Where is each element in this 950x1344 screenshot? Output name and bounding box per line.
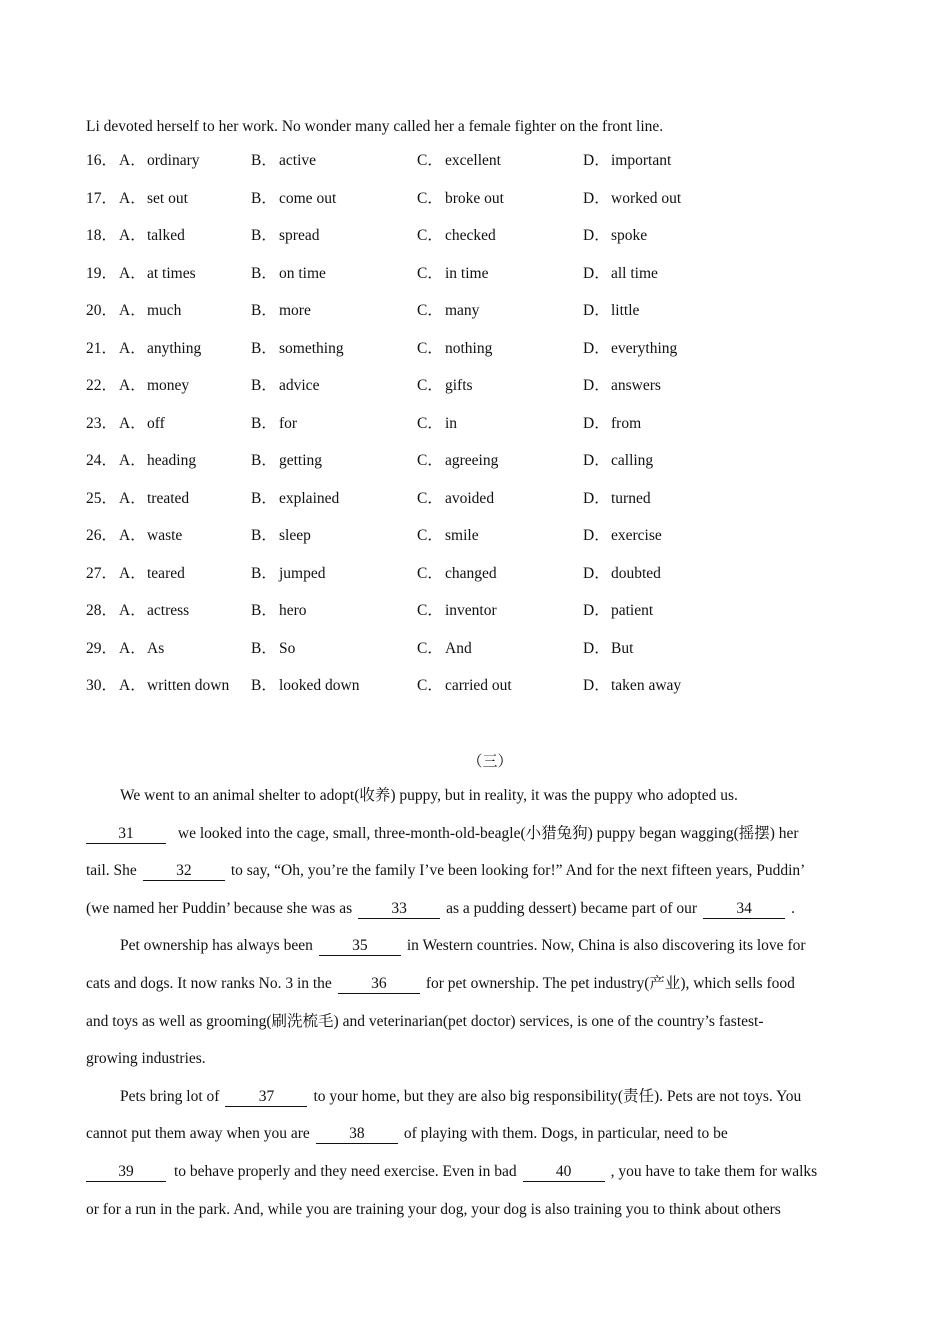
option-letter: C． <box>417 602 443 619</box>
option-letter: A． <box>119 639 146 657</box>
option-text: inventor <box>445 602 497 619</box>
option-letter: B． <box>251 489 277 507</box>
option-text: teared <box>147 564 185 582</box>
option-d[interactable] <box>583 338 677 360</box>
option-letter: C． <box>417 339 443 357</box>
question-row <box>86 300 886 338</box>
question-number: 20． <box>86 302 118 319</box>
question-row <box>86 225 886 263</box>
option-letter: C． <box>417 264 443 282</box>
option-a[interactable] <box>119 413 165 435</box>
passage-text: , you have to take them for walks <box>610 1162 818 1180</box>
option-text: doubted <box>611 564 661 582</box>
option-text: answers <box>611 377 661 394</box>
option-text: gifts <box>445 377 473 394</box>
option-b[interactable] <box>251 375 319 397</box>
passage-text: . <box>791 899 795 917</box>
passage-text: as a pudding dessert) became part of our <box>446 899 698 917</box>
option-text: nothing <box>445 339 493 357</box>
option-text: spread <box>279 227 320 244</box>
option-text: patient <box>611 602 654 619</box>
option-a[interactable] <box>119 263 196 285</box>
passage-text: We went to an animal shelter to adopt(收养) puppy, but in reality, it was the puppy who adopted us. <box>120 787 738 804</box>
option-letter: C． <box>417 189 443 207</box>
option-text: on time <box>279 264 326 282</box>
option-c[interactable] <box>417 675 512 697</box>
passage-line <box>86 935 876 973</box>
blank-34[interactable]: 34 <box>703 900 785 919</box>
option-letter: A． <box>119 264 146 282</box>
option-d[interactable] <box>583 413 641 435</box>
option-letter: C． <box>417 489 443 507</box>
option-letter: C． <box>417 639 443 657</box>
option-letter: D． <box>583 302 610 319</box>
option-c[interactable] <box>417 413 457 435</box>
question-row <box>86 638 886 676</box>
option-a[interactable] <box>119 300 181 322</box>
passage-line <box>86 1011 876 1049</box>
passage-line <box>86 860 876 898</box>
option-b[interactable] <box>251 450 322 472</box>
option-text: anything <box>147 339 202 357</box>
question-row <box>86 563 886 601</box>
option-text: something <box>279 339 344 357</box>
option-b[interactable] <box>251 638 295 660</box>
option-b[interactable] <box>251 675 360 697</box>
passage-text: and toys as well as grooming(刷洗梳毛) and veterinarian(pet doctor) services, is one of the country’s fastest- <box>86 1012 764 1030</box>
option-c[interactable] <box>417 338 492 360</box>
option-a[interactable] <box>119 675 229 697</box>
passage-text: to say, “Oh, you’re the family I’ve been looking for!” And for the next fifteen years, Puddin’ <box>230 862 806 880</box>
option-text: all time <box>611 264 658 282</box>
option-text: looked down <box>279 677 360 694</box>
question-row <box>86 600 886 638</box>
question-number: 22． <box>86 377 118 394</box>
passage <box>86 785 876 1236</box>
option-letter: D． <box>583 189 610 207</box>
option-letter: B． <box>251 527 277 544</box>
question-row <box>86 375 886 413</box>
option-letter: B． <box>251 452 277 469</box>
question-row <box>86 338 886 376</box>
option-c[interactable] <box>417 263 488 285</box>
option-b[interactable] <box>251 525 311 547</box>
option-text: explained <box>279 489 340 507</box>
question-number: 30． <box>86 677 118 694</box>
question-row <box>86 675 886 713</box>
option-d[interactable] <box>583 450 653 472</box>
passage-text: tail. She <box>86 862 137 880</box>
passage-text: cats and dogs. It now ranks No. 3 in the <box>86 974 332 992</box>
option-d[interactable] <box>583 563 661 585</box>
option-letter: B． <box>251 677 277 694</box>
option-a[interactable] <box>119 375 189 397</box>
option-text: changed <box>445 564 497 582</box>
option-letter: C． <box>417 564 443 582</box>
option-letter: B． <box>251 264 277 282</box>
option-d[interactable] <box>583 225 647 247</box>
option-letter: D． <box>583 264 610 282</box>
blank-36[interactable]: 36 <box>338 975 420 994</box>
question-row <box>86 450 886 488</box>
option-d[interactable] <box>583 488 651 510</box>
option-text: jumped <box>279 564 326 582</box>
blank-39[interactable]: 39 <box>86 1163 166 1182</box>
option-c[interactable] <box>417 375 473 397</box>
passage-text: growing industries. <box>86 1050 206 1068</box>
question-row <box>86 413 886 451</box>
passage-line <box>86 823 876 861</box>
option-text: getting <box>279 452 323 469</box>
option-text: treated <box>147 489 190 507</box>
option-letter: A． <box>119 377 146 394</box>
option-d[interactable] <box>583 263 658 285</box>
option-c[interactable] <box>417 150 501 172</box>
option-c[interactable] <box>417 225 496 247</box>
option-letter: C． <box>417 452 443 469</box>
option-text: in <box>445 414 458 432</box>
option-letter: A． <box>119 414 146 432</box>
question-row <box>86 525 886 563</box>
option-text: calling <box>611 452 654 469</box>
option-text: advice <box>279 377 320 394</box>
option-text: And <box>445 639 472 657</box>
option-text: everything <box>611 339 678 357</box>
option-d[interactable] <box>583 150 671 172</box>
passage-line <box>86 973 876 1011</box>
option-letter: D． <box>583 677 610 694</box>
blank-37[interactable]: 37 <box>225 1088 307 1107</box>
question-row <box>86 263 886 301</box>
option-letter: A． <box>119 564 146 582</box>
option-text: actress <box>147 602 190 619</box>
option-letter: D． <box>583 152 610 169</box>
option-letter: A． <box>119 227 146 244</box>
question-number: 16． <box>86 152 118 169</box>
option-a[interactable] <box>119 188 188 210</box>
option-text: off <box>147 414 165 432</box>
passage-text: of playing with them. Dogs, in particular, need to be <box>403 1125 728 1143</box>
option-letter: C． <box>417 152 443 169</box>
option-letter: B． <box>251 152 277 169</box>
question-row <box>86 488 886 526</box>
option-letter: A． <box>119 339 146 357</box>
option-text: But <box>611 639 634 657</box>
option-letter: C． <box>417 227 443 244</box>
option-text: hero <box>279 602 307 619</box>
blank-40[interactable]: 40 <box>523 1163 605 1182</box>
option-d[interactable] <box>583 600 653 622</box>
option-text: from <box>611 414 642 432</box>
option-text: taken away <box>611 677 682 694</box>
option-b[interactable] <box>251 150 316 172</box>
option-letter: B． <box>251 339 277 357</box>
option-a[interactable] <box>119 638 164 660</box>
option-a[interactable] <box>119 600 189 622</box>
option-text: carried out <box>445 677 512 694</box>
option-text: worked out <box>611 189 682 207</box>
intro-line: Li devoted herself to her work. No wonder many called her a female fighter on the front line. <box>86 118 664 135</box>
option-letter: A． <box>119 677 146 694</box>
option-a[interactable] <box>119 225 185 247</box>
option-text: in time <box>445 264 489 282</box>
option-text: smile <box>445 527 479 544</box>
question-number: 18． <box>86 227 118 244</box>
question-number: 21． <box>86 339 118 357</box>
option-letter: B． <box>251 189 277 207</box>
passage-line <box>86 785 876 823</box>
passage-line <box>86 898 876 936</box>
option-b[interactable] <box>251 225 319 247</box>
option-text: written down <box>147 677 230 694</box>
option-letter: D． <box>583 377 610 394</box>
option-text: waste <box>147 527 183 544</box>
option-a[interactable] <box>119 150 200 172</box>
option-letter: D． <box>583 602 610 619</box>
option-b[interactable] <box>251 413 297 435</box>
passage-line <box>86 1086 876 1124</box>
option-letter: A． <box>119 489 146 507</box>
option-d[interactable] <box>583 188 681 210</box>
question-number: 26． <box>86 527 118 544</box>
option-d[interactable] <box>583 300 639 322</box>
blank-32[interactable]: 32 <box>143 862 225 881</box>
passage-text: we looked into the cage, small, three-month-old-beagle(小猎兔狗) puppy began wagging(摇摆) her <box>177 824 799 842</box>
option-letter: A． <box>119 189 146 207</box>
option-text: for <box>279 414 298 432</box>
question-number: 29． <box>86 639 118 657</box>
option-text: checked <box>445 227 496 244</box>
option-letter: C． <box>417 414 443 432</box>
option-c[interactable] <box>417 525 479 547</box>
option-text: money <box>147 377 190 394</box>
passage-text: or for a run in the park. And, while you are training your dog, your dog is also training you to think about others <box>86 1200 781 1218</box>
option-a[interactable] <box>119 450 196 472</box>
option-text: As <box>147 639 165 657</box>
blank-35[interactable]: 35 <box>319 937 401 956</box>
option-letter: A． <box>119 602 146 619</box>
question-number: 19． <box>86 264 118 282</box>
passage-text: to behave properly and they need exercise. Even in bad <box>174 1162 517 1180</box>
option-d[interactable] <box>583 638 633 660</box>
option-letter: D． <box>583 527 610 544</box>
option-letter: A． <box>119 152 146 169</box>
option-letter: B． <box>251 302 277 319</box>
option-text: ordinary <box>147 152 200 169</box>
option-letter: C． <box>417 302 443 319</box>
option-text: broke out <box>445 189 504 207</box>
passage-line <box>86 1161 876 1199</box>
option-text: So <box>279 639 296 657</box>
option-b[interactable] <box>251 563 326 585</box>
option-letter: B． <box>251 377 277 394</box>
option-c[interactable] <box>417 300 479 322</box>
option-letter: A． <box>119 302 146 319</box>
blank-38[interactable]: 38 <box>316 1125 398 1144</box>
option-text: exercise <box>611 527 662 544</box>
question-number: 17． <box>86 189 118 207</box>
option-letter: D． <box>583 227 610 244</box>
option-letter: D． <box>583 564 610 582</box>
option-b[interactable] <box>251 188 336 210</box>
option-a[interactable] <box>119 488 189 510</box>
option-letter: B． <box>251 227 277 244</box>
passage-line <box>86 1199 876 1237</box>
option-text: active <box>279 152 317 169</box>
option-c[interactable] <box>417 638 472 660</box>
option-text: come out <box>279 189 337 207</box>
option-letter: B． <box>251 414 277 432</box>
question-number: 27． <box>86 564 118 582</box>
option-letter: D． <box>583 414 610 432</box>
option-text: agreeing <box>445 452 499 469</box>
option-text: heading <box>147 452 197 469</box>
question-row <box>86 188 886 226</box>
option-b[interactable] <box>251 338 344 360</box>
option-text: turned <box>611 489 651 507</box>
option-letter: B． <box>251 602 277 619</box>
option-letter: D． <box>583 489 610 507</box>
option-letter: B． <box>251 564 277 582</box>
option-text: excellent <box>445 152 501 169</box>
option-d[interactable] <box>583 525 662 547</box>
section-mark: （三） <box>467 754 513 770</box>
option-c[interactable] <box>417 600 497 622</box>
option-b[interactable] <box>251 263 326 285</box>
passage-line <box>86 1123 876 1161</box>
passage-text: for pet ownership. The pet industry(产业), which sells food <box>425 974 795 992</box>
option-letter: C． <box>417 377 443 394</box>
option-letter: D． <box>583 639 610 657</box>
options-list <box>86 150 886 713</box>
option-letter: D． <box>583 339 610 357</box>
blank-33[interactable]: 33 <box>358 900 440 919</box>
passage-line <box>86 1048 876 1086</box>
question-number: 28． <box>86 602 118 619</box>
question-number: 25． <box>86 489 118 507</box>
option-b[interactable] <box>251 488 339 510</box>
passage-text: to your home, but they are also big responsibility(责任). Pets are not toys. You <box>313 1087 802 1105</box>
option-letter: D． <box>583 452 610 469</box>
passage-text: (we named her Puddin’ because she was as <box>86 899 353 917</box>
option-letter: A． <box>119 452 146 469</box>
option-letter: A． <box>119 527 146 544</box>
option-text: at times <box>147 264 196 282</box>
option-letter: B． <box>251 639 277 657</box>
option-a[interactable] <box>119 338 201 360</box>
option-d[interactable] <box>583 675 681 697</box>
option-c[interactable] <box>417 450 498 472</box>
option-text: important <box>611 152 672 169</box>
option-b[interactable] <box>251 300 311 322</box>
question-number: 23． <box>86 414 118 432</box>
option-d[interactable] <box>583 375 661 397</box>
passage-text: Pets bring lot of <box>120 1087 220 1105</box>
option-text: sleep <box>279 527 311 544</box>
blank-31[interactable]: 31 <box>86 825 166 844</box>
option-c[interactable] <box>417 488 494 510</box>
question-row <box>86 150 886 188</box>
option-text: little <box>611 302 640 319</box>
option-c[interactable] <box>417 188 504 210</box>
option-a[interactable] <box>119 563 185 585</box>
passage-text: in Western countries. Now, China is also discovering its love for <box>406 937 806 955</box>
option-text: spoke <box>611 227 648 244</box>
option-text: much <box>147 302 182 319</box>
option-text: avoided <box>445 489 495 507</box>
option-c[interactable] <box>417 563 497 585</box>
question-number: 24． <box>86 452 118 469</box>
option-text: more <box>279 302 311 319</box>
passage-text: cannot put them away when you are <box>86 1125 310 1143</box>
option-a[interactable] <box>119 525 182 547</box>
option-text: many <box>445 302 480 319</box>
passage-text: Pet ownership has always been <box>120 937 313 955</box>
option-text: set out <box>147 189 188 207</box>
option-letter: C． <box>417 527 443 544</box>
option-text: talked <box>147 227 185 244</box>
option-letter: C． <box>417 677 443 694</box>
option-b[interactable] <box>251 600 307 622</box>
